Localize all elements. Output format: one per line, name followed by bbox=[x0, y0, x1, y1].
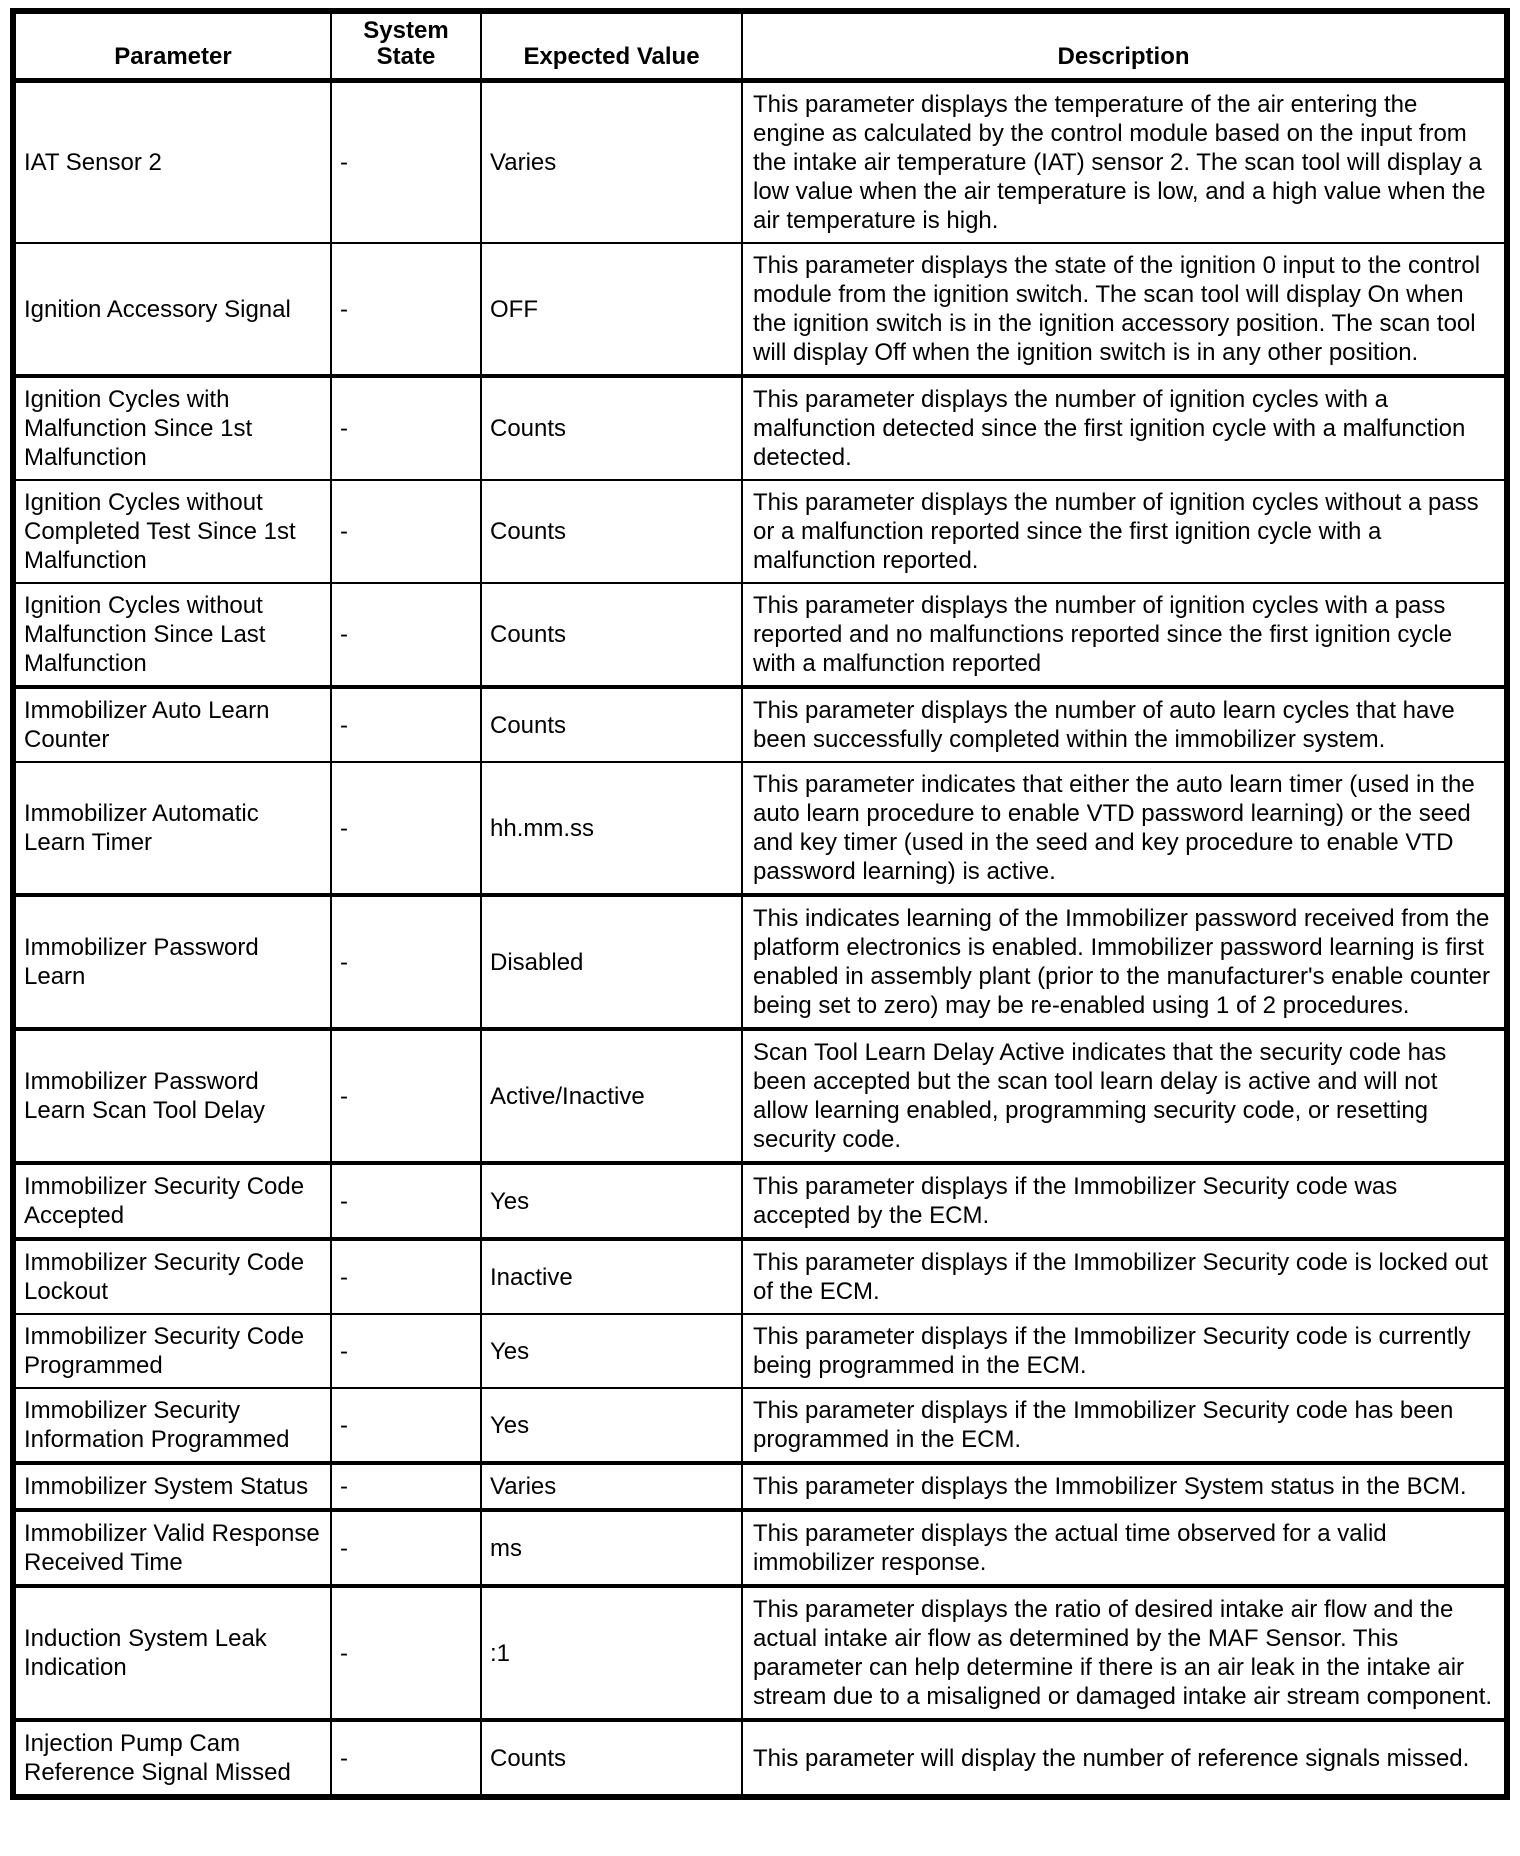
system-state-cell: - bbox=[331, 1720, 481, 1797]
description-cell: This parameter displays if the Immobilizer Security code has been programmed in the ECM. bbox=[742, 1388, 1507, 1463]
parameter-cell: IAT Sensor 2 bbox=[13, 81, 331, 244]
description-cell: This parameter displays the ratio of desired intake air flow and the actual intake air flow as determined by the MAF Sensor. This parameter can help determine if there is an air leak in the intake air stream due to a misaligned or damaged intake air stream component. bbox=[742, 1586, 1507, 1720]
table-row bbox=[13, 81, 1507, 244]
system-state-cell: - bbox=[331, 1510, 481, 1586]
table-row bbox=[13, 1314, 1507, 1388]
table-row bbox=[13, 1720, 1507, 1797]
description-cell: This parameter displays the temperature of the air entering the engine as calculated by the control module based on the input from the intake air temperature (IAT) sensor 2. The scan tool will display a low value when the air temperature is low, and a high value when the air temperature is high. bbox=[742, 81, 1507, 244]
parameter-cell: Ignition Cycles without Malfunction Since Last Malfunction bbox=[13, 583, 331, 687]
description-cell: This indicates learning of the Immobilizer password received from the platform electronics is enabled. Immobilizer password learning is first enabled in assembly plant (prior to the manufacturer's enable counter being set to zero) may be re-enabled using 1 of 2 procedures. bbox=[742, 895, 1507, 1029]
parameter-cell: Immobilizer Automatic Learn Timer bbox=[13, 762, 331, 895]
table-row bbox=[13, 1586, 1507, 1720]
col-header-parameter: Parameter bbox=[13, 11, 331, 81]
parameter-cell: Immobilizer Password Learn Scan Tool Delay bbox=[13, 1029, 331, 1163]
system-state-cell: - bbox=[331, 1239, 481, 1314]
system-state-cell: - bbox=[331, 376, 481, 480]
system-state-cell: - bbox=[331, 583, 481, 687]
expected-value-cell: Counts bbox=[481, 480, 742, 583]
description-cell: This parameter displays if the Immobilizer Security code is locked out of the ECM. bbox=[742, 1239, 1507, 1314]
expected-value-cell: OFF bbox=[481, 243, 742, 376]
description-cell: This parameter displays if the Immobilizer Security code was accepted by the ECM. bbox=[742, 1163, 1507, 1239]
col-header-expected-value: Expected Value bbox=[481, 11, 742, 81]
parameter-cell: Immobilizer Security Code Accepted bbox=[13, 1163, 331, 1239]
system-state-cell: - bbox=[331, 1029, 481, 1163]
system-state-cell: - bbox=[331, 480, 481, 583]
table-row bbox=[13, 1239, 1507, 1314]
expected-value-cell: Active/Inactive bbox=[481, 1029, 742, 1163]
expected-value-cell: Yes bbox=[481, 1388, 742, 1463]
expected-value-cell: hh.mm.ss bbox=[481, 762, 742, 895]
table-row bbox=[13, 243, 1507, 376]
expected-value-cell: Varies bbox=[481, 1463, 742, 1510]
table-row bbox=[13, 762, 1507, 895]
parameter-cell: Immobilizer Security Code Programmed bbox=[13, 1314, 331, 1388]
table-row bbox=[13, 1463, 1507, 1510]
table-row bbox=[13, 480, 1507, 583]
parameter-cell: Immobilizer Auto Learn Counter bbox=[13, 687, 331, 762]
expected-value-cell: ms bbox=[481, 1510, 742, 1586]
table-row bbox=[13, 583, 1507, 687]
description-cell: This parameter displays if the Immobilizer Security code is currently being programmed in the ECM. bbox=[742, 1314, 1507, 1388]
parameter-cell: Injection Pump Cam Reference Signal Missed bbox=[13, 1720, 331, 1797]
description-cell: This parameter will display the number of reference signals missed. bbox=[742, 1720, 1507, 1797]
system-state-cell: - bbox=[331, 687, 481, 762]
parameter-cell: Immobilizer System Status bbox=[13, 1463, 331, 1510]
parameter-cell: Immobilizer Valid Response Received Time bbox=[13, 1510, 331, 1586]
table-row bbox=[13, 687, 1507, 762]
header-row bbox=[13, 11, 1507, 81]
expected-value-cell: :1 bbox=[481, 1586, 742, 1720]
description-cell: This parameter displays the Immobilizer System status in the BCM. bbox=[742, 1463, 1507, 1510]
system-state-cell: - bbox=[331, 762, 481, 895]
parameter-table bbox=[10, 8, 1510, 1800]
parameter-cell: Ignition Cycles without Completed Test Since 1st Malfunction bbox=[13, 480, 331, 583]
description-cell: This parameter displays the state of the ignition 0 input to the control module from the ignition switch. The scan tool will display On when the ignition switch is in the ignition accessory position. The scan tool will display Off when the ignition switch is in any other position. bbox=[742, 243, 1507, 376]
expected-value-cell: Counts bbox=[481, 1720, 742, 1797]
col-header-system-state: System State bbox=[331, 11, 481, 81]
parameter-cell: Ignition Cycles with Malfunction Since 1st Malfunction bbox=[13, 376, 331, 480]
system-state-cell: - bbox=[331, 1314, 481, 1388]
description-cell: This parameter displays the actual time observed for a valid immobilizer response. bbox=[742, 1510, 1507, 1586]
description-cell: This parameter indicates that either the auto learn timer (used in the auto learn procedure to enable VTD password learning) or the seed and key timer (used in the seed and key procedure to enable VTD password learning) is active. bbox=[742, 762, 1507, 895]
system-state-cell: - bbox=[331, 1586, 481, 1720]
parameter-cell: Immobilizer Security Code Lockout bbox=[13, 1239, 331, 1314]
system-state-cell: - bbox=[331, 1163, 481, 1239]
table-row bbox=[13, 376, 1507, 480]
system-state-cell: - bbox=[331, 243, 481, 376]
system-state-cell: - bbox=[331, 1463, 481, 1510]
description-cell: This parameter displays the number of ignition cycles with a malfunction detected since the first ignition cycle with a malfunction detected. bbox=[742, 376, 1507, 480]
table-row bbox=[13, 1163, 1507, 1239]
expected-value-cell: Disabled bbox=[481, 895, 742, 1029]
description-cell: Scan Tool Learn Delay Active indicates that the security code has been accepted but the scan tool learn delay is active and will not allow learning enabled, programming security code, or resetting security code. bbox=[742, 1029, 1507, 1163]
parameter-cell: Ignition Accessory Signal bbox=[13, 243, 331, 376]
parameter-cell: Induction System Leak Indication bbox=[13, 1586, 331, 1720]
expected-value-cell: Counts bbox=[481, 687, 742, 762]
expected-value-cell: Inactive bbox=[481, 1239, 742, 1314]
table-body bbox=[13, 81, 1507, 1798]
table-row bbox=[13, 1029, 1507, 1163]
expected-value-cell: Counts bbox=[481, 583, 742, 687]
description-cell: This parameter displays the number of ignition cycles with a pass reported and no malfunctions reported since the first ignition cycle with a malfunction reported bbox=[742, 583, 1507, 687]
parameter-cell: Immobilizer Password Learn bbox=[13, 895, 331, 1029]
parameter-cell: Immobilizer Security Information Programmed bbox=[13, 1388, 331, 1463]
table-row bbox=[13, 1388, 1507, 1463]
table-row bbox=[13, 1510, 1507, 1586]
table-row bbox=[13, 895, 1507, 1029]
expected-value-cell: Yes bbox=[481, 1314, 742, 1388]
expected-value-cell: Counts bbox=[481, 376, 742, 480]
system-state-cell: - bbox=[331, 895, 481, 1029]
description-cell: This parameter displays the number of ignition cycles without a pass or a malfunction reported since the first ignition cycle with a malfunction reported. bbox=[742, 480, 1507, 583]
expected-value-cell: Varies bbox=[481, 81, 742, 244]
expected-value-cell: Yes bbox=[481, 1163, 742, 1239]
col-header-description: Description bbox=[742, 11, 1507, 81]
table-header bbox=[13, 11, 1507, 81]
system-state-cell: - bbox=[331, 1388, 481, 1463]
description-cell: This parameter displays the number of auto learn cycles that have been successfully completed within the immobilizer system. bbox=[742, 687, 1507, 762]
system-state-cell: - bbox=[331, 81, 481, 244]
